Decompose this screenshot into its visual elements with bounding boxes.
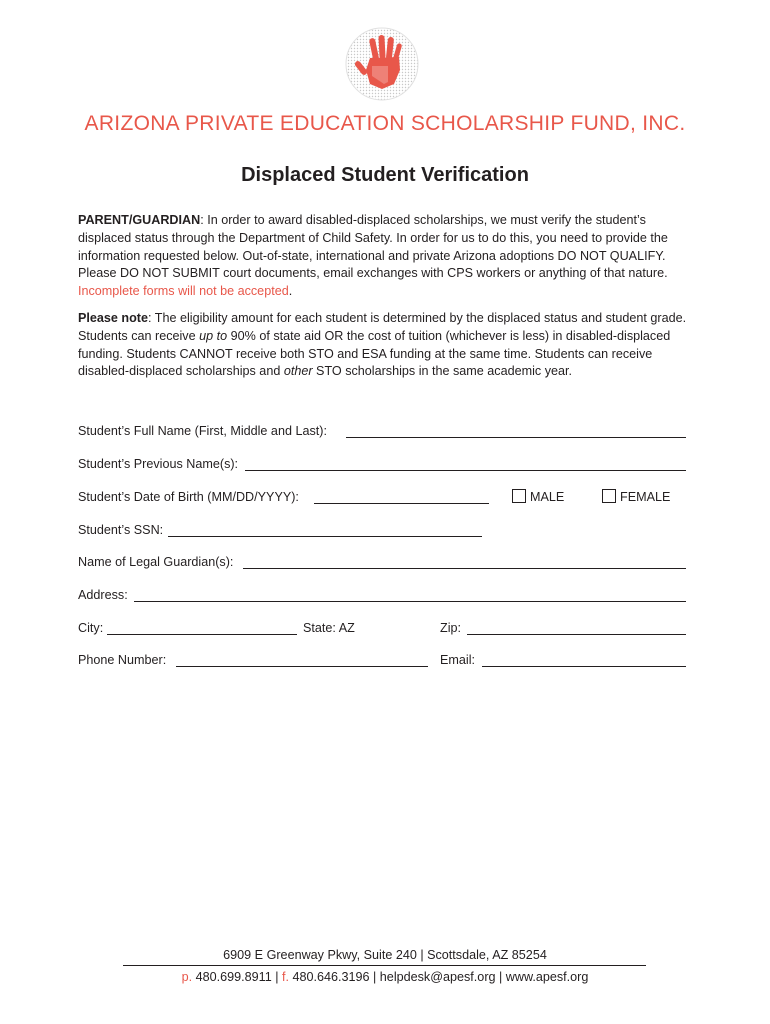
footer-fax-email-web: 480.646.3196 | helpdesk@apesf.org | www.apesf.org	[289, 970, 589, 984]
note-em-other: other	[283, 364, 313, 379]
logo	[344, 26, 420, 102]
dob-label: Student’s Date of Birth (MM/DD/YYYY):	[78, 490, 299, 504]
org-name: ARIZONA PRIVATE EDUCATION SCHOLARSHIP FUND, INC.	[84, 112, 686, 135]
note-em-up-to: up to	[199, 328, 228, 343]
guardian-label: Name of Legal Guardian(s):	[78, 555, 234, 569]
dob-field[interactable]	[314, 503, 489, 504]
email-label: Email:	[440, 653, 475, 667]
please-note-label: Please note	[78, 311, 148, 325]
zip-field[interactable]	[467, 634, 686, 635]
parent-guardian-text: : In order to award disabled-displaced scholarships, we must verify the student’s displaced status through the Department of Child Safety. In order for us to do this, you need to provide the information requested below. Out-of-state, international and private Arizona adoptions DO NOT QUALIFY. Please DO NOT SUBMIT court documents, email exchanges with CPS workers or anything of that nature.	[78, 213, 668, 281]
note-text-1: : The eligibility amount for each student is determined by the displaced status and student grade. Students can receive	[78, 311, 687, 343]
page-title: Displaced Student Verification	[241, 164, 529, 186]
female-label: FEMALE	[620, 490, 671, 504]
city-label: City:	[78, 621, 104, 635]
guardian-field[interactable]	[243, 568, 686, 569]
ssn-field[interactable]	[168, 536, 482, 537]
previous-names-field[interactable]	[245, 470, 686, 471]
zip-label: Zip:	[440, 621, 461, 635]
parent-guardian-paragraph	[78, 212, 693, 301]
please-note-paragraph	[78, 310, 693, 381]
footer-phone: 480.699.8911 |	[192, 970, 282, 984]
female-checkbox[interactable]	[602, 489, 616, 503]
ssn-label: Student’s SSN:	[78, 523, 164, 537]
male-checkbox[interactable]	[512, 489, 526, 503]
male-label: MALE	[530, 490, 565, 504]
full-name-label: Student’s Full Name (First, Middle and Last):	[78, 424, 327, 438]
full-name-field[interactable]	[346, 437, 686, 438]
city-field[interactable]	[107, 634, 297, 635]
phone-label: Phone Number:	[78, 653, 167, 667]
footer-divider	[123, 965, 646, 966]
incomplete-warning: Incomplete forms will not be accepted	[78, 284, 289, 299]
email-field[interactable]	[482, 666, 686, 667]
note-text-2: 90% of state aid OR the cost of tuition (whichever is less) in disabled-displaced funding. Students CANNOT receive both STO and ESA funding at the same time. Students can receive disabled-displaced scholarships and	[78, 328, 671, 379]
state-label: State: AZ	[303, 621, 355, 635]
address-label: Address:	[78, 588, 128, 602]
warning-period: .	[288, 284, 293, 299]
note-text-3: STO scholarships in the same academic year.	[312, 364, 573, 379]
phone-field[interactable]	[176, 666, 428, 667]
hand-icon	[344, 26, 420, 102]
footer-contact	[0, 970, 770, 984]
footer-address: 6909 E Greenway Pkwy, Suite 240 | Scottsdale, AZ 85254	[223, 948, 547, 962]
phone-prefix: p.	[181, 970, 193, 984]
previous-names-label: Student’s Previous Name(s):	[78, 457, 239, 471]
parent-guardian-label: PARENT/GUARDIAN	[78, 213, 201, 227]
address-field[interactable]	[134, 601, 686, 602]
fax-prefix: f.	[282, 970, 289, 984]
